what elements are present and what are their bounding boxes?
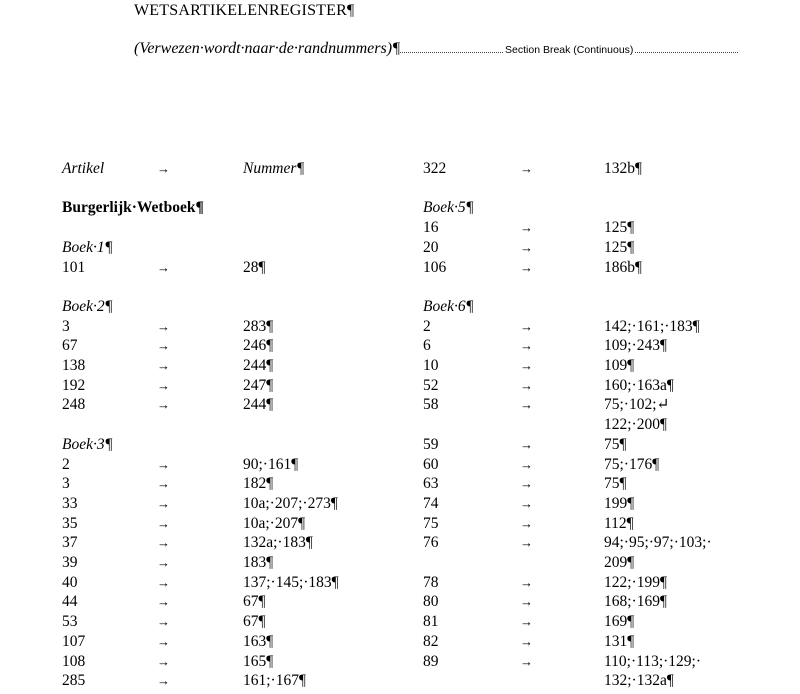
reference-number: 132b¶ [604,160,643,177]
article-number: 6 [423,337,431,355]
article-number: 285 [62,672,86,690]
arrow-icon: → [157,535,170,551]
article-number: 74 [423,494,439,512]
column-header-nummer: Nummer¶ [243,160,305,177]
reference-number: 247¶ [243,376,274,394]
arrow-icon: → [157,495,170,511]
arrow-icon: → [157,358,170,373]
arrow-icon: → [157,653,170,669]
reference-number: 183¶ [243,554,274,571]
reference-number: 110;·113;·129;· [604,652,702,670]
code-title: Burgerlijk·Wetboek¶ [62,199,204,217]
arrow-icon: → [157,318,170,334]
arrow-icon: → [157,673,170,689]
reference-number: 244¶ [243,396,274,414]
arrow-icon: → [520,495,533,511]
article-number: 16 [423,219,439,237]
reference-number: 94;·95;·97;·103;· [604,534,712,552]
arrow-icon: → [520,161,533,176]
article-number: 192 [62,376,86,394]
reference-number: 122;·200¶ [604,416,667,434]
article-number: 78 [423,573,439,591]
reference-number: 246¶ [243,337,274,355]
reference-number: 199¶ [604,494,635,512]
article-number: 60 [423,455,439,473]
arrow-icon: → [520,594,533,610]
reference-number: 112¶ [604,514,634,532]
reference-number: 132a;·183¶ [243,534,313,552]
arrow-icon: → [520,633,533,649]
reference-number: 132;·132a¶ [604,672,674,690]
arrow-icon: → [157,515,170,531]
article-number: 53 [62,613,78,631]
article-number: 82 [423,632,439,650]
article-number: 20 [423,238,439,256]
article-number: 322 [423,160,447,177]
article-number: 108 [62,652,86,670]
article-number: 10 [423,357,439,374]
reference-number: 244¶ [243,357,274,374]
article-number: 81 [423,613,439,631]
reference-number: 28¶ [243,258,266,276]
arrow-icon: → [520,397,533,413]
article-number: 39 [62,554,78,571]
arrow-icon: → [157,161,170,176]
arrow-icon: → [520,515,533,531]
article-number: 138 [62,357,86,374]
reference-number: 67¶ [243,613,266,631]
article-number: 67 [62,337,78,355]
arrow-icon: → [157,397,170,413]
reference-number: 160;·163a¶ [604,376,674,394]
section-break-marker: Section Break (Continuous) [505,44,634,56]
reference-number: 169¶ [604,613,635,631]
reference-number: 75¶ [604,435,627,453]
reference-number: 161;·167¶ [243,672,306,690]
section-break-dots-left [400,52,503,53]
reference-number: 10a;·207¶ [243,514,306,532]
reference-number: 75;·176¶ [604,455,660,473]
article-number: 75 [423,514,439,532]
reference-number: 125¶ [604,219,635,237]
reference-number: 186b¶ [604,258,643,276]
arrow-icon: → [520,377,533,393]
reference-number: 122;·199¶ [604,573,667,591]
arrow-icon: → [157,377,170,393]
article-number: 35 [62,514,78,532]
reference-number: 283¶ [243,317,274,335]
article-number: 101 [62,258,86,276]
document-subtitle: (Verwezen·wordt·naar·de·randnummers)¶ [134,40,401,57]
arrow-icon: → [157,456,170,472]
arrow-icon: → [520,653,533,669]
article-number: 52 [423,376,439,394]
arrow-icon: → [157,338,170,354]
article-number: 40 [62,573,78,591]
arrow-icon: → [520,338,533,354]
article-number: 80 [423,593,439,611]
reference-number: 109;·243¶ [604,337,667,355]
document-title: WETSARTIKELENREGISTER¶ [134,2,355,19]
arrow-icon: → [157,614,170,630]
reference-number: 67¶ [243,593,266,611]
reference-number: 125¶ [604,238,635,256]
reference-number: 137;·145;·183¶ [243,573,339,591]
column-header-artikel: Artikel [62,160,105,177]
arrow-icon: → [157,476,170,492]
arrow-icon: → [520,614,533,630]
book-heading: Boek·2¶ [62,297,113,315]
book-heading: Boek·1¶ [62,238,113,256]
article-number: 44 [62,593,78,611]
arrow-icon: → [157,633,170,649]
arrow-icon: → [520,436,533,452]
arrow-icon: → [520,456,533,472]
book-heading: Boek·3¶ [62,435,113,453]
subtitle-row [134,40,738,60]
reference-number: 75;·102;↵ [604,396,670,414]
article-number: 3 [62,317,70,335]
article-number: 3 [62,475,70,493]
article-number: 248 [62,396,86,414]
article-number: 106 [423,258,447,276]
book-heading: Boek·5¶ [423,199,474,217]
arrow-icon: → [520,220,533,236]
arrow-icon: → [520,259,533,275]
reference-number: 168;·169¶ [604,593,667,611]
article-number: 33 [62,494,78,512]
reference-number: 182¶ [243,475,274,493]
reference-number: 10a;·207;·273¶ [243,494,338,512]
article-number: 2 [62,455,70,473]
arrow-icon: → [520,239,533,255]
reference-number: 75¶ [604,475,627,493]
article-number: 63 [423,475,439,493]
article-number: 107 [62,632,86,650]
arrow-icon: → [520,574,533,590]
reference-number: 165¶ [243,652,274,670]
arrow-icon: → [157,574,170,590]
section-break-dots-right [635,52,738,53]
article-number: 76 [423,534,439,552]
arrow-icon: → [157,594,170,610]
arrow-icon: → [157,555,170,570]
arrow-icon: → [520,476,533,492]
reference-number: 109¶ [604,357,635,374]
reference-number: 163¶ [243,632,274,650]
reference-number: 209¶ [604,554,635,571]
book-heading: Boek·6¶ [423,297,474,315]
article-number: 2 [423,317,431,335]
arrow-icon: → [520,535,533,551]
reference-number: 90;·161¶ [243,455,299,473]
article-number: 89 [423,652,439,670]
arrow-icon: → [157,259,170,275]
arrow-icon: → [520,318,533,334]
article-number: 37 [62,534,78,552]
arrow-icon: → [520,358,533,373]
article-number: 58 [423,396,439,414]
reference-number: 131¶ [604,632,635,650]
reference-number: 142;·161;·183¶ [604,317,700,335]
article-number: 59 [423,435,439,453]
